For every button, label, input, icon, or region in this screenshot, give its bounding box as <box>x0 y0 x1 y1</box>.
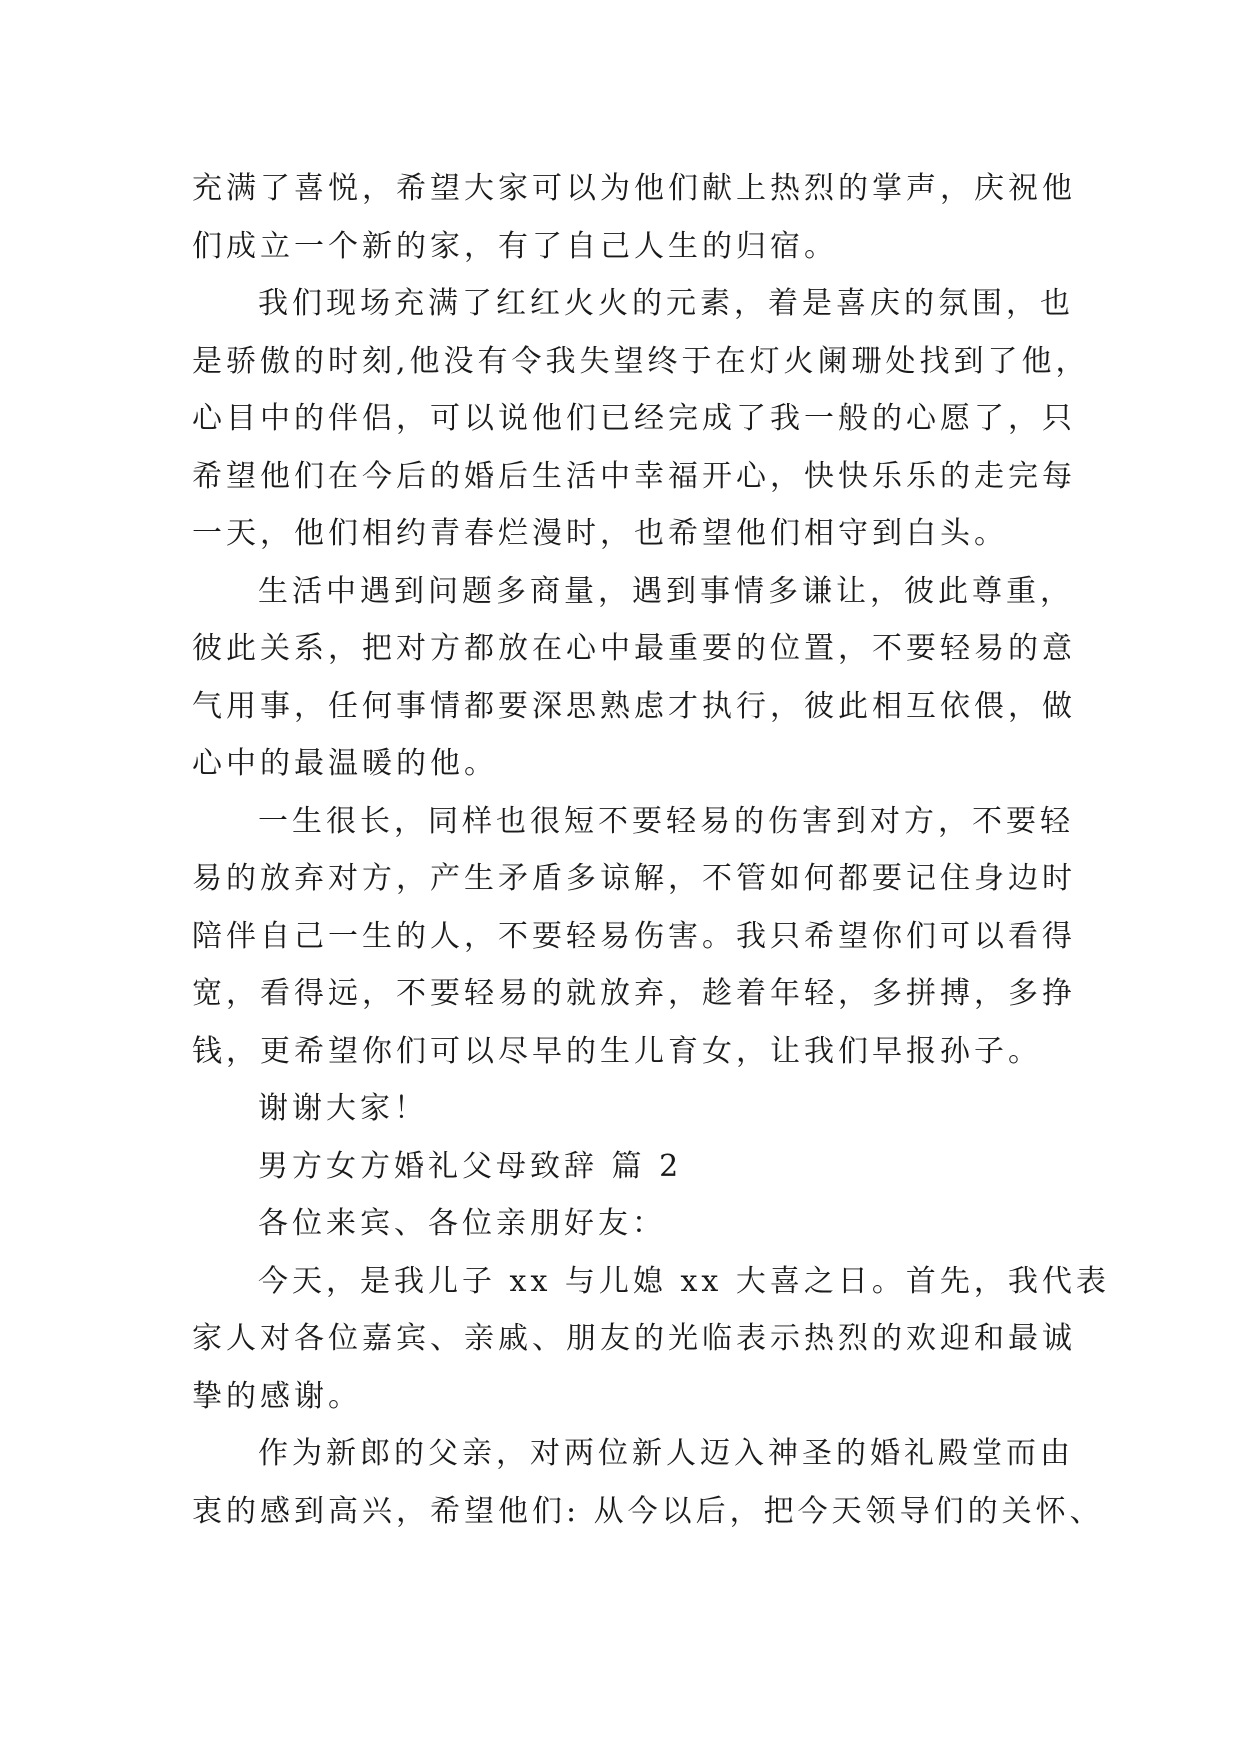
text-line: 今天，是我儿子 xx 与儿媳 xx 大喜之日。首先，我代表 <box>258 1263 1110 1299</box>
text-line: 是骄傲的时刻,他没有令我失望终于在灯火阑珊处找到了他， <box>192 343 1090 379</box>
text-line: 生活中遇到问题多商量，遇到事情多谦让，彼此尊重， <box>258 573 1074 609</box>
text-line: 钱，更希望你们可以尽早的生儿育女，让我们早报孙子。 <box>192 1033 1042 1069</box>
text-line: 家人对各位嘉宾、亲戚、朋友的光临表示热烈的欢迎和最诚 <box>192 1321 1076 1356</box>
text-line: 充满了喜悦，希望大家可以为他们献上热烈的掌声，庆祝他 <box>192 171 1076 206</box>
text-line: 希望他们在今后的婚后生活中幸福开心，快快乐乐的走完每 <box>192 458 1076 494</box>
text-line: 谢谢大家！ <box>258 1091 428 1126</box>
text-line: 易的放弃对方，产生矛盾多谅解，不管如何都要记住身边时 <box>192 861 1076 896</box>
text-line: 气用事，任何事情都要深思熟虑才执行，彼此相互依偎，做 <box>192 688 1076 724</box>
text-line: 心中的最温暖的他。 <box>192 746 498 781</box>
text-line: 作为新郎的父亲，对两位新人迈入神圣的婚礼殿堂而由 <box>258 1436 1074 1471</box>
salutation: 各位来宾、各位亲朋好友： <box>258 1206 666 1241</box>
text-line: 陪伴自己一生的人，不要轻易伤害。我只希望你们可以看得 <box>192 918 1076 954</box>
text-line: 一天，他们相约青春烂漫时，也希望他们相守到白头。 <box>192 516 1008 551</box>
section-heading: 男方女方婚礼父母致辞 篇 2 <box>258 1148 683 1184</box>
document-body <box>192 160 1110 1540</box>
text-line: 一生很长，同样也很短不要轻易的伤害到对方，不要轻 <box>258 803 1074 839</box>
text-line: 们成立一个新的家，有了自己人生的归宿。 <box>192 228 838 264</box>
text-line: 衷的感到高兴，希望他们: 从今以后，把今天领导们的关怀、 <box>192 1493 1104 1529</box>
text-line: 彼此关系，把对方都放在心中最重要的位置，不要轻易的意 <box>192 631 1076 666</box>
text-line: 宽，看得远，不要轻易的就放弃，趁着年轻，多拼搏，多挣 <box>192 976 1076 1011</box>
text-line: 心目中的伴侣，可以说他们已经完成了我一般的心愿了，只 <box>192 401 1076 436</box>
text-line: 挚的感谢。 <box>192 1378 362 1414</box>
text-line: 我们现场充满了红红火火的元素，着是喜庆的氛围，也 <box>258 286 1074 321</box>
